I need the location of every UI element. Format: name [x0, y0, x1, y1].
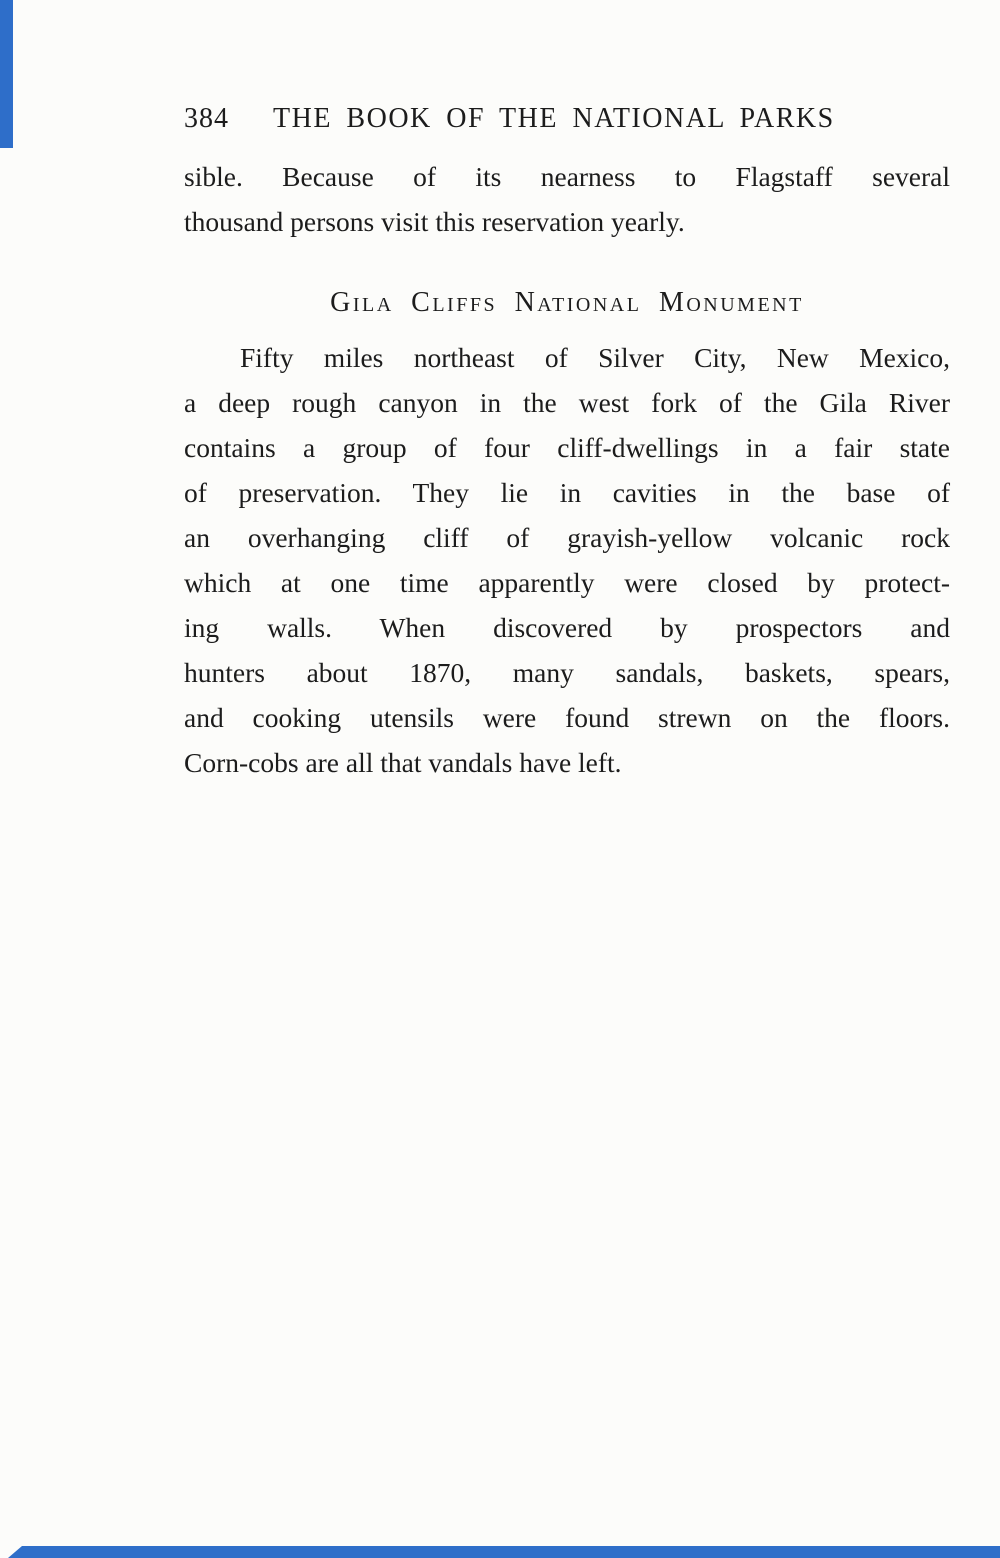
text-line: Fifty miles northeast of Silver City, New Mexico,: [240, 342, 950, 373]
scan-edge-left: [0, 0, 13, 148]
paragraph-flagstaff: [184, 154, 950, 244]
page-header: [184, 96, 950, 142]
text-line: an overhanging cliff of grayish-yellow volcanic rock: [184, 522, 950, 553]
page-text-block: [184, 96, 950, 785]
running-title: THE BOOK OF THE NATIONAL PARKS: [273, 103, 835, 134]
paragraph-gila-cliffs: [184, 335, 950, 785]
text-line: sible. Because of its nearness to Flagstaff several: [184, 161, 950, 192]
scan-edge-bottom: [22, 1546, 1000, 1558]
text-line: hunters about 1870, many sandals, baskets, spears,: [184, 657, 950, 688]
text-line: Corn-cobs are all that vandals have left.: [184, 747, 622, 778]
text-line: contains a group of four cliff-dwellings in a fair state: [184, 432, 950, 463]
text-line: a deep rough canyon in the west fork of the Gila River: [184, 387, 950, 418]
page-number: 384: [184, 103, 229, 134]
text-line: which at one time apparently were closed by protect-: [184, 567, 950, 598]
text-line: of preservation. They lie in cavities in the base of: [184, 477, 950, 508]
text-line: and cooking utensils were found strewn on the floors.: [184, 702, 950, 733]
text-line: ing walls. When discovered by prospectors and: [184, 612, 950, 643]
text-line: thousand persons visit this reservation yearly.: [184, 206, 685, 237]
section-heading: Gila Cliffs National Monument: [330, 287, 804, 318]
